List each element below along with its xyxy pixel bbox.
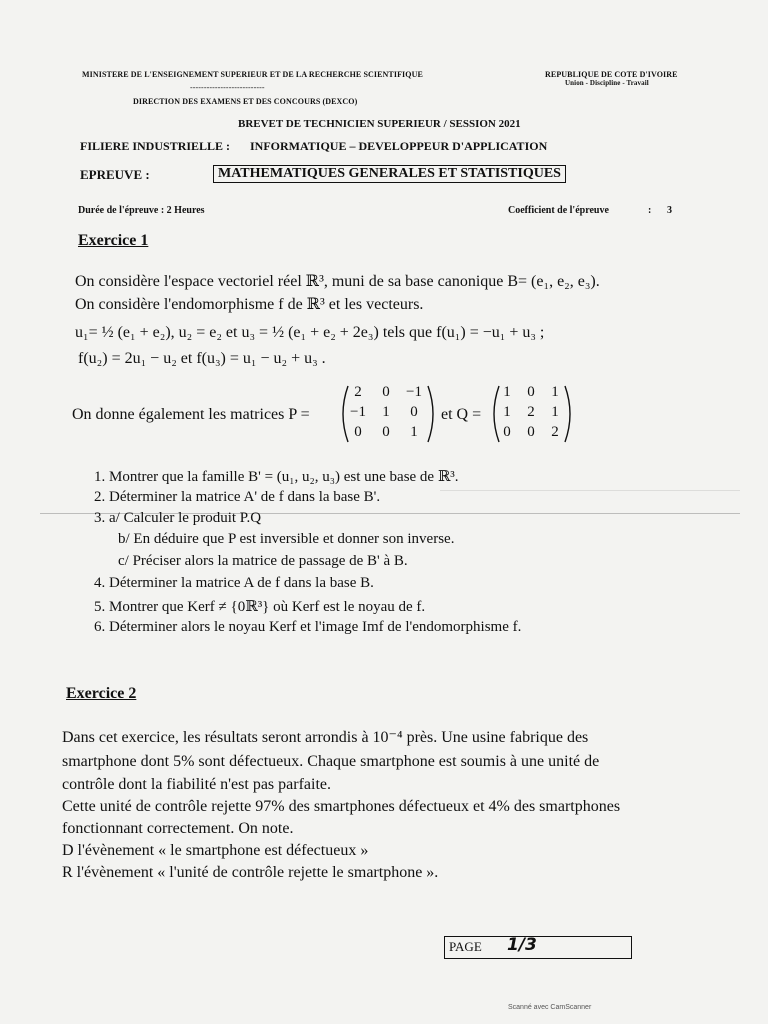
question-1: 1. Montrer que la famille B' = (u₁, u₂, u₃) est une base de ℝ³.: [94, 469, 459, 485]
scanner-watermark: Scanné avec CamScanner: [508, 1004, 592, 1011]
ex2-line-3: contrôle dont la fiabilité n'est pas parfaite.: [62, 776, 332, 793]
exercise2-title: Exercice 2: [66, 685, 137, 702]
header-separator: ---------------------------: [190, 83, 265, 92]
page-number-box: [444, 936, 632, 959]
p-cell: 1: [410, 424, 418, 440]
question-3c: c/ Préciser alors la matrice de passage de B' à B.: [118, 553, 408, 569]
coefficient-label: Coefficient de l'épreuve: [508, 205, 609, 216]
p-cell: 0: [382, 424, 390, 440]
p-cell: −1: [350, 404, 366, 420]
ex2-line-5: fonctionnant correctement. On note.: [62, 820, 294, 837]
ex2-line-2: smartphone dont 5% sont défectueux. Chaque smartphone est soumis à une unité de: [62, 753, 600, 770]
ex2-line-1: Dans cet exercice, les résultats seront arrondis à 10⁻⁴ près. Une usine fabrique des: [62, 729, 589, 746]
question-3b: b/ En déduire que P est inversible et donner son inverse.: [118, 531, 455, 547]
question-6: 6. Déterminer alors le noyau Kerf et l'image Imf de l'endomorphisme f.: [94, 619, 522, 635]
q-cell: 2: [551, 424, 559, 440]
q-cell: 0: [503, 424, 511, 440]
duration: Durée de l'épreuve : 2 Heures: [78, 205, 205, 216]
republic-motto: Union - Discipline - Travail: [565, 79, 649, 87]
ex1-line-3: u₁= ½ (e₁ + e₂), u₂ = e₂ et u₃ = ½ (e₁ + e₂ + 2e₃) tels que f(u₁) = −u₁ + u₃ ;: [75, 324, 545, 341]
p-cell: 0: [382, 384, 390, 400]
question-4: 4. Déterminer la matrice A de f dans la base B.: [94, 575, 374, 591]
coefficient-value: 3: [667, 205, 672, 216]
q-cell: 1: [551, 384, 559, 400]
question-3a: 3. a/ Calculer le produit P.Q: [94, 510, 262, 526]
question-2: 2. Déterminer la matrice A' de f dans la base B'.: [94, 489, 381, 505]
ex2-line-4: Cette unité de contrôle rejette 97% des smartphones défectueux et 4% des smartphones: [62, 798, 621, 815]
coefficient-sep: :: [648, 205, 652, 216]
p-cell: 2: [354, 384, 362, 400]
ex1-line-2: On considère l'endomorphisme f de ℝ³ et les vecteurs.: [75, 296, 424, 313]
p-cell: −1: [406, 384, 422, 400]
ex2-line-7: R l'évènement « l'unité de contrôle rejette le smartphone ».: [62, 864, 439, 881]
question-5: 5. Montrer que Kerf ≠ {0ℝ³} où Kerf est le noyau de f.: [94, 599, 426, 615]
exercise1-title: Exercice 1: [78, 232, 149, 249]
q-cell: 2: [527, 404, 535, 420]
epreuve-title-box: MATHEMATIQUES GENERALES ET STATISTIQUES: [213, 165, 566, 183]
matrices-and: et Q =: [441, 406, 482, 423]
matrix-p: [338, 384, 438, 444]
page-label: PAGE: [449, 939, 482, 954]
scan-artifact-line: [440, 490, 740, 491]
q-cell: 0: [527, 384, 535, 400]
filiere-label: FILIERE INDUSTRIELLE :: [80, 139, 231, 153]
ex1-line-1: On considère l'espace vectoriel réel ℝ³, muni de sa base canonique B= (e₁, e₂, e₃).: [75, 273, 600, 290]
matrix-q: [489, 384, 575, 444]
p-cell: 0: [410, 404, 418, 420]
p-cell: 0: [354, 424, 362, 440]
page-number: 1/3: [507, 935, 537, 955]
q-cell: 1: [503, 384, 511, 400]
q-cell: 1: [503, 404, 511, 420]
q-cell: 1: [551, 404, 559, 420]
ex1-line-4: f(u₂) = 2u₁ − u₂ et f(u₃) = u₁ − u₂ + u₃ .: [78, 350, 326, 367]
republic-heading: REPUBLIQUE DE COTE D'IVOIRE: [545, 70, 678, 79]
q-cell: 0: [527, 424, 535, 440]
ministry-heading: MINISTERE DE L'ENSEIGNEMENT SUPERIEUR ET DE LA RECHERCHE SCIENTIFIQUE: [82, 70, 423, 79]
direction-heading: DIRECTION DES EXAMENS ET DES CONCOURS (DEXCO): [133, 97, 358, 106]
epreuve-label: EPREUVE :: [80, 167, 150, 182]
brevet-title: BREVET DE TECHNICIEN SUPERIEUR / SESSION 2021: [238, 118, 521, 130]
p-cell: 1: [382, 404, 390, 420]
matrices-intro: On donne également les matrices P =: [72, 406, 310, 423]
filiere-value: INFORMATIQUE – DEVELOPPEUR D'APPLICATION: [250, 139, 548, 153]
ex2-line-6: D l'évènement « le smartphone est défectueux »: [62, 842, 369, 859]
